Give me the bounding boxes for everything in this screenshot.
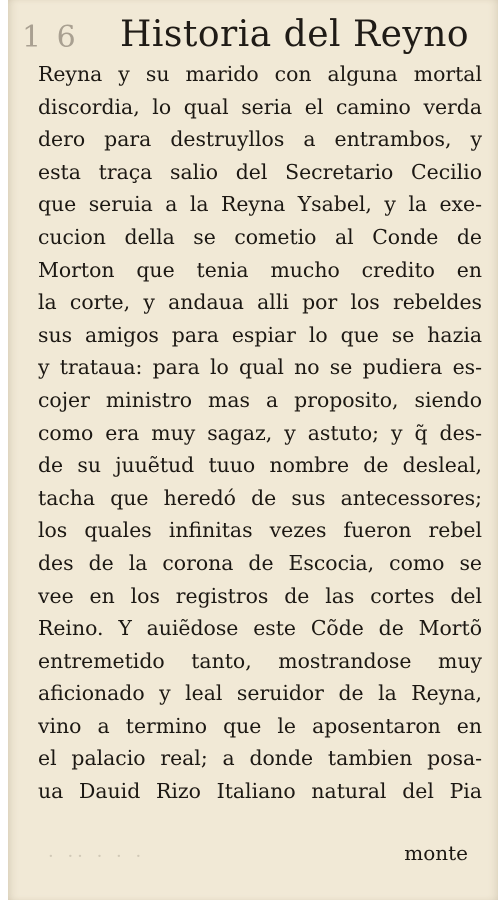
text-line: Reino. Y auiẽdose este Cõde de Mortõ <box>38 616 482 641</box>
text-line: cojer ministro mas a proposito, siendo <box>38 387 482 412</box>
text-line: tacha que heredó de sus antecessores; <box>38 485 482 510</box>
running-head: Historia del Reyno <box>120 14 470 55</box>
text-line: vee en los registros de las cortes del <box>38 583 482 608</box>
text-line: des de la corona de Escocia, como se <box>38 550 482 575</box>
text-line: que seruia a la Reyna Ysabel, y la exe- <box>38 192 482 217</box>
text-line: esta traça salio del Secretario Cecilio <box>38 159 482 184</box>
text-line: como era muy sagaz, y astuto; y q̃ des- <box>38 420 482 445</box>
text-line: cucion della se cometio al Conde de <box>38 224 482 249</box>
body-text <box>38 58 482 808</box>
text-line: el palacio real; a donde tambien posa- <box>38 746 482 771</box>
book-page <box>8 0 498 900</box>
text-line: y trataua: para lo qual no se pudiera es- <box>38 355 482 380</box>
page-number: 1 6 <box>22 20 79 55</box>
text-line: entremetido tanto, mostrandose muy <box>38 648 482 673</box>
text-line: los quales infinitas vezes fueron rebel <box>38 518 482 543</box>
text-line: vino a termino que le aposentaron en <box>38 713 482 738</box>
show-through-text: · ·· · · · <box>48 846 146 867</box>
text-line: la corte, y andaua alli por los rebeldes <box>38 290 482 315</box>
text-line: sus amigos para espiar lo que se hazia <box>38 322 482 347</box>
text-line: ua Dauid Rizo Italiano natural del Pia <box>38 779 482 804</box>
text-line: dero para destruyllos a entrambos, y <box>38 127 482 152</box>
text-line: de su juuẽtud tuuo nombre de desleal, <box>38 453 482 478</box>
text-line: aficionado y leal seruidor de la Reyna, <box>38 681 482 706</box>
catchword: monte <box>404 841 468 865</box>
text-line: Morton que tenia mucho credito en <box>38 257 482 282</box>
text-line: discordia, lo qual seria el camino verda <box>38 94 482 119</box>
text-line: Reyna y su marido con alguna mortal <box>38 62 482 86</box>
